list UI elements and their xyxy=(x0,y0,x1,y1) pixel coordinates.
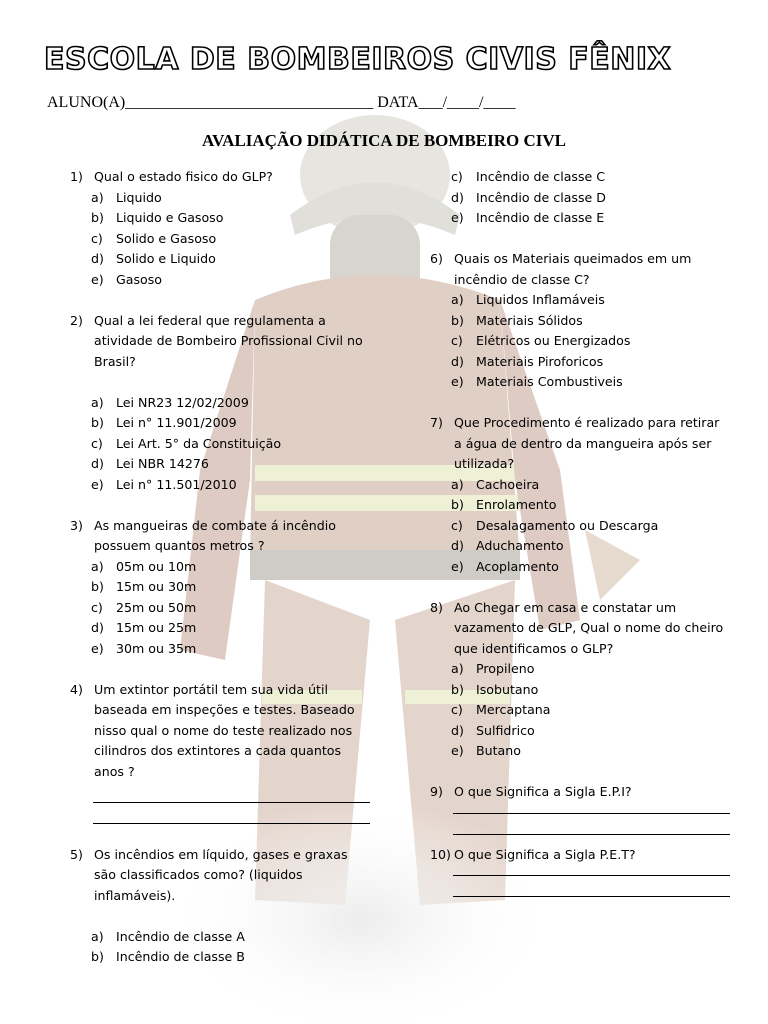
question-7 xyxy=(430,413,730,577)
question-text: Quais os Materiais queimados em um incêndio de classe C? xyxy=(454,251,692,287)
option-e: e) Incêndio de classe E xyxy=(451,210,605,225)
question-1 xyxy=(70,167,370,290)
question-3 xyxy=(70,516,370,660)
student-date-line: ALUNO(A)_______________________________ DATA___/____/____ xyxy=(47,94,516,111)
question-text: Um extintor portátil tem sua vida útil baseada em inspeções e testes. Baseado nisso qual o nome do teste realizado nos cilindros dos extintores a cada quantos anos ? xyxy=(94,681,355,779)
option-c: c) 25m ou 50m xyxy=(91,599,197,615)
option-c: c) Elétricos ou Energizados xyxy=(451,333,631,348)
option-a: a) Liquido xyxy=(91,189,162,205)
option-b: b) Enrolamento xyxy=(451,497,557,512)
answer-line[interactable] xyxy=(453,876,730,897)
question-text: O que Significa a Sigla P.E.T? xyxy=(454,846,636,862)
option-b: b) Incêndio de classe B xyxy=(91,949,245,964)
option-d: d) Incêndio de classe D xyxy=(451,189,607,205)
question-number: 9) xyxy=(430,784,443,799)
question-10 xyxy=(430,845,730,898)
option-e: e) Lei n° 11.501/2010 xyxy=(91,476,237,492)
left-column xyxy=(70,167,370,968)
option-c: c) Solido e Gasoso xyxy=(91,230,217,246)
option-a: a) Cachoeira xyxy=(451,476,540,492)
option-c: c) Incêndio de classe C xyxy=(451,169,606,184)
option-b: b) Lei n° 11.901/2009 xyxy=(91,415,237,430)
question-text: Qual a lei federal que regulamenta a atividade de Bombeiro Profissional Civil no Brasil? xyxy=(94,312,363,369)
option-b: b) Isobutano xyxy=(451,681,539,697)
question-6 xyxy=(430,249,730,393)
option-e: e) Gasoso xyxy=(91,271,163,287)
answer-line[interactable] xyxy=(93,803,370,824)
option-d: d) Lei NBR 14276 xyxy=(91,456,209,471)
question-5-continued xyxy=(430,167,730,229)
answer-line[interactable] xyxy=(453,865,730,876)
question-text: O que Significa a Sigla E.P.I? xyxy=(454,784,632,799)
question-5 xyxy=(70,845,370,968)
evaluation-title: AVALIAÇÃO DIDÁTICA DE BOMBEIRO CIVL xyxy=(202,131,566,150)
option-d: d) Sulfidrico xyxy=(451,722,535,738)
answer-line[interactable] xyxy=(453,814,730,835)
option-e: e) Materiais Combustiveis xyxy=(451,374,623,389)
question-4 xyxy=(70,680,370,825)
question-text: Que Procedimento é realizado para retirar a água de dentro da mangueira após ser utilizada? xyxy=(454,415,720,471)
option-b: b) Liquido e Gasoso xyxy=(91,210,224,225)
question-text: Ao Chegar em casa e constatar um vazamento de GLP, Qual o nome do cheiro que identificamos o GLP? xyxy=(454,599,724,656)
option-b: b) Materiais Sólidos xyxy=(451,312,583,328)
question-9 xyxy=(430,782,730,835)
question-text: Qual o estado fisico do GLP? xyxy=(94,169,273,184)
option-e: e) 30m ou 35m xyxy=(91,640,197,656)
question-8 xyxy=(430,598,730,762)
question-number: 6) xyxy=(430,251,443,266)
option-e: e) Butano xyxy=(451,743,521,758)
option-d: d) Materiais Piroforicos xyxy=(451,353,604,369)
option-e: e) Acoplamento xyxy=(451,558,559,574)
question-number: 5) xyxy=(70,846,83,862)
option-c: c) Mercaptana xyxy=(451,702,551,717)
question-2 xyxy=(70,311,370,496)
option-c: c) Lei Art. 5° da Constituição xyxy=(91,435,282,451)
option-d: d) 15m ou 25m xyxy=(91,620,197,635)
question-number: 8) xyxy=(430,599,443,615)
answer-line[interactable] xyxy=(93,782,370,803)
question-number: 4) xyxy=(70,681,83,697)
question-number: 1) xyxy=(70,169,83,184)
school-title: ESCOLA DE BOMBEIROS CIVIS FÊNIX xyxy=(44,42,672,77)
option-a: a) Liquidos Inflamáveis xyxy=(451,292,605,307)
question-text: As mangueiras de combate á incêndio possuem quantos metros ? xyxy=(94,517,336,553)
option-c: c) Desalagamento ou Descarga xyxy=(451,517,659,533)
option-a: a) Incêndio de classe A xyxy=(91,928,245,944)
option-d: d) Solido e Liquido xyxy=(91,251,216,266)
option-a: a) Lei NR23 12/02/2009 xyxy=(91,394,249,410)
option-d: d) Aduchamento xyxy=(451,538,564,553)
option-b: b) 15m ou 30m xyxy=(91,579,197,594)
right-column xyxy=(430,167,730,897)
question-number: 2) xyxy=(70,312,83,328)
answer-line[interactable] xyxy=(453,803,730,814)
question-number: 10) xyxy=(430,846,451,862)
question-number: 3) xyxy=(70,517,83,533)
question-number: 7) xyxy=(430,415,443,430)
question-text: Os incêndios em líquido, gases e graxas são classificados como? (liquidos inflamáveis). xyxy=(94,846,348,903)
option-a: a) 05m ou 10m xyxy=(91,558,197,574)
option-a: a) Propileno xyxy=(451,661,535,676)
